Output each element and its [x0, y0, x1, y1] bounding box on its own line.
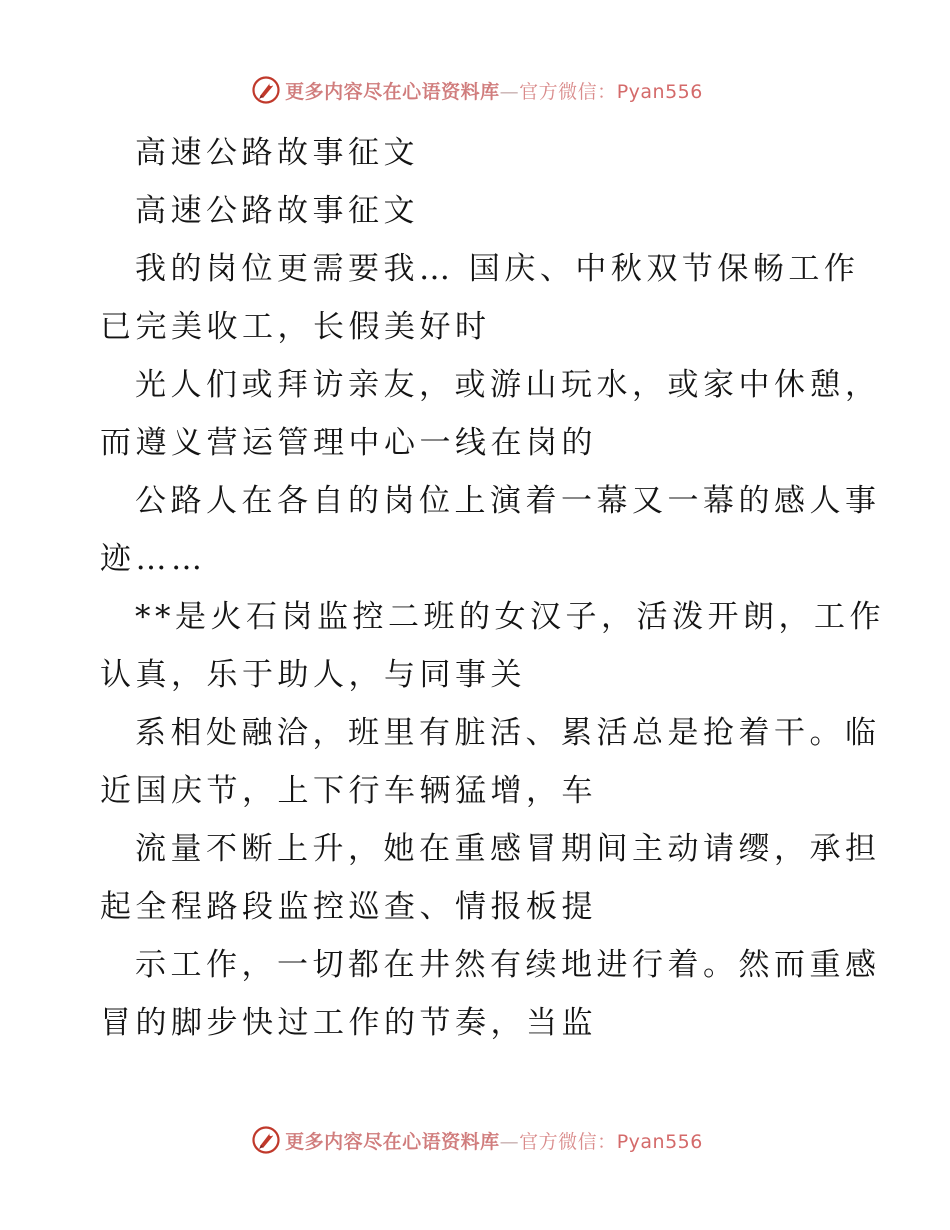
watermark-group: [251, 1125, 703, 1155]
paragraph-line: 公路人在各自的岗位上演着一幕又一幕的感人事: [135, 483, 881, 519]
paragraph-line: 系相处融洽，班里有脏活、累活总是抢着干。临: [135, 715, 881, 751]
header-watermark: [0, 72, 950, 108]
document-title: 高速公路故事征文: [135, 135, 419, 171]
watermark-label: 官方微信：: [519, 80, 617, 103]
paragraph-line: 认真，乐于助人，与同事关: [100, 657, 526, 693]
paragraph-line: 而遵义营运管理中心一线在岗的: [100, 425, 597, 461]
watermark-main: 更多内容尽在心语资料库: [285, 80, 500, 103]
watermark-separator: —: [499, 80, 520, 103]
paragraph-line: 迹……: [100, 541, 207, 577]
document-title-repeat: 高速公路故事征文: [135, 193, 419, 229]
watermark-wechat-id: Pyan556: [616, 1130, 703, 1153]
watermark-wechat-id: Pyan556: [616, 80, 703, 103]
paragraph-line: 我的岗位更需要我… 国庆、中秋双节保畅工作: [135, 251, 860, 287]
paragraph-line: 流量不断上升，她在重感冒期间主动请缨，承担: [135, 831, 881, 867]
watermark-label: 官方微信：: [519, 1130, 617, 1153]
watermark-text: [285, 77, 703, 104]
paragraph-line: 光人们或拜访亲友，或游山玩水，或家中休憩，: [135, 367, 881, 403]
footer-watermark: [0, 1122, 950, 1158]
paragraph-line: 已完美收工，长假美好时: [100, 309, 491, 345]
watermark-text: [285, 1127, 703, 1154]
paragraph-line: 冒的脚步快过工作的节奏，当监: [100, 1005, 597, 1041]
quill-pen-logo-icon: [251, 75, 281, 105]
paragraph-line: **是火石岗监控二班的女汉子，活泼开朗，工作: [135, 599, 885, 635]
paragraph-line: 近国庆节，上下行车辆猛增，车: [100, 773, 597, 809]
paragraph-line: 起全程路段监控巡查、情报板提: [100, 889, 597, 925]
watermark-separator: —: [499, 1130, 520, 1153]
paragraph-line: 示工作，一切都在井然有续地进行着。然而重感: [135, 947, 881, 983]
watermark-group: [251, 75, 703, 105]
watermark-main: 更多内容尽在心语资料库: [285, 1130, 500, 1153]
quill-pen-logo-icon: [251, 1125, 281, 1155]
document-body: [100, 124, 885, 1052]
